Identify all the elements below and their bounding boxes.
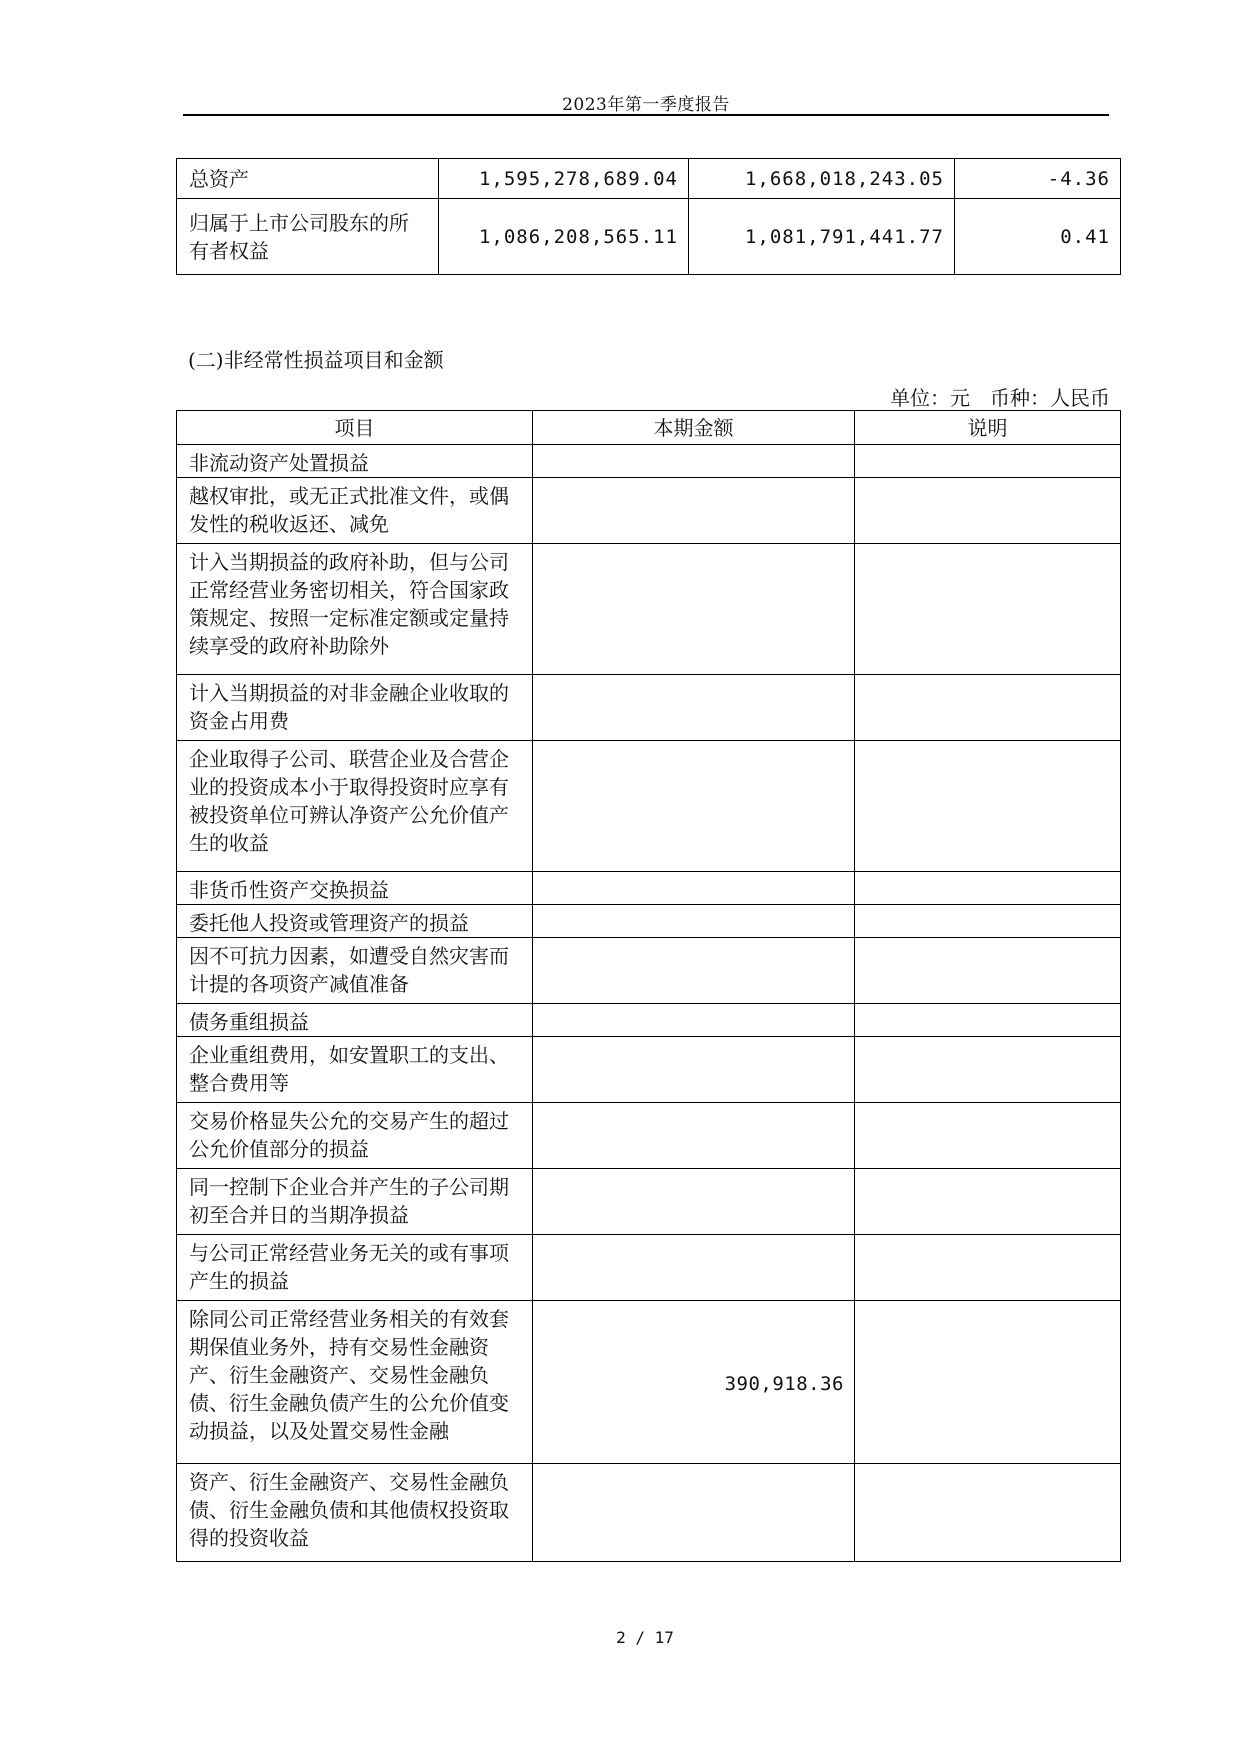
- prior-value: 1,081,791,441.77: [689, 199, 955, 275]
- amount-cell: [533, 675, 855, 741]
- table-row: [177, 1464, 1121, 1562]
- amount-cell: [533, 1235, 855, 1301]
- amount-cell: [533, 544, 855, 675]
- item-cell: 债务重组损益: [177, 1004, 533, 1037]
- amount-cell: [533, 478, 855, 544]
- amount-cell: [533, 445, 855, 478]
- table-row: [177, 675, 1121, 741]
- item-cell: 除同公司正常经营业务相关的有效套期保值业务外，持有交易性金融资产、衍生金融资产、交易性金融负债、衍生金融负债产生的公允价值变动损益，以及处置交易性金融: [177, 1301, 533, 1464]
- table-row: [177, 544, 1121, 675]
- table-row: [177, 1103, 1121, 1169]
- table-row: [177, 445, 1121, 478]
- amount-cell: [533, 1103, 855, 1169]
- item-cell: 委托他人投资或管理资产的损益: [177, 905, 533, 938]
- note-cell: [855, 905, 1121, 938]
- table-row: [177, 159, 1121, 199]
- amount-cell: [533, 1004, 855, 1037]
- report-header-title: 2023年第一季度报告: [562, 95, 730, 115]
- note-cell: [855, 741, 1121, 872]
- note-cell: [855, 1037, 1121, 1103]
- note-cell: [855, 478, 1121, 544]
- item-cell: 企业取得子公司、联营企业及合营企业的投资成本小于取得投资时应享有被投资单位可辨认净资产公允价值产生的收益: [177, 741, 533, 872]
- item-cell: 非流动资产处置损益: [177, 445, 533, 478]
- item-cell: 计入当期损益的政府补助，但与公司正常经营业务密切相关，符合国家政策规定、按照一定标准定额或定量持续享受的政府补助除外: [177, 544, 533, 675]
- amount-cell: [533, 905, 855, 938]
- item-cell: 计入当期损益的对非金融企业收取的资金占用费: [177, 675, 533, 741]
- item-cell: 同一控制下企业合并产生的子公司期初至合并日的当期净损益: [177, 1169, 533, 1235]
- table-row: [177, 872, 1121, 905]
- amount-cell: 390,918.36: [533, 1301, 855, 1464]
- item-cell: 因不可抗力因素，如遭受自然灾害而计提的各项资产减值准备: [177, 938, 533, 1004]
- note-cell: [855, 1169, 1121, 1235]
- nonrecurring-table: [176, 410, 1121, 1562]
- note-cell: [855, 1004, 1121, 1037]
- table-row: [177, 1037, 1121, 1103]
- row-label: 归属于上市公司股东的所有者权益: [177, 199, 439, 275]
- header-note: 说明: [855, 411, 1121, 445]
- note-cell: [855, 872, 1121, 905]
- table-row: [177, 905, 1121, 938]
- table-row: [177, 1004, 1121, 1037]
- table-row: [177, 938, 1121, 1004]
- table-row: [177, 1301, 1121, 1464]
- amount-cell: [533, 741, 855, 872]
- note-cell: [855, 1464, 1121, 1562]
- table-header-row: [177, 411, 1121, 445]
- unit-currency-line: 单位：元 币种：人民币: [890, 386, 1110, 410]
- item-cell: 非货币性资产交换损益: [177, 872, 533, 905]
- table-row: [177, 478, 1121, 544]
- item-cell: 越权审批，或无正式批准文件，或偶发性的税收返还、减免: [177, 478, 533, 544]
- change-percent: -4.36: [955, 159, 1121, 199]
- item-cell: 资产、衍生金融资产、交易性金融负债、衍生金融负债和其他债权投资取得的投资收益: [177, 1464, 533, 1562]
- header-item: 项目: [177, 411, 533, 445]
- change-percent: 0.41: [955, 199, 1121, 275]
- page-number: 2 / 17: [616, 1628, 674, 1647]
- table-row: [177, 1169, 1121, 1235]
- note-cell: [855, 1301, 1121, 1464]
- note-cell: [855, 1103, 1121, 1169]
- header-rule: [183, 114, 1109, 116]
- current-value: 1,086,208,565.11: [439, 199, 689, 275]
- amount-cell: [533, 872, 855, 905]
- amount-cell: [533, 1169, 855, 1235]
- note-cell: [855, 938, 1121, 1004]
- note-cell: [855, 1235, 1121, 1301]
- table-row: [177, 741, 1121, 872]
- header-amount: 本期金额: [533, 411, 855, 445]
- amount-cell: [533, 1464, 855, 1562]
- item-cell: 与公司正常经营业务无关的或有事项产生的损益: [177, 1235, 533, 1301]
- current-value: 1,595,278,689.04: [439, 159, 689, 199]
- amount-cell: [533, 938, 855, 1004]
- section-title: (二)非经常性损益项目和金额: [188, 348, 444, 372]
- note-cell: [855, 675, 1121, 741]
- prior-value: 1,668,018,243.05: [689, 159, 955, 199]
- table-row: [177, 1235, 1121, 1301]
- note-cell: [855, 544, 1121, 675]
- amount-cell: [533, 1037, 855, 1103]
- note-cell: [855, 445, 1121, 478]
- table-row: [177, 199, 1121, 275]
- item-cell: 企业重组费用，如安置职工的支出、整合费用等: [177, 1037, 533, 1103]
- row-label: 总资产: [177, 159, 439, 199]
- item-cell: 交易价格显失公允的交易产生的超过公允价值部分的损益: [177, 1103, 533, 1169]
- summary-table: [176, 158, 1121, 275]
